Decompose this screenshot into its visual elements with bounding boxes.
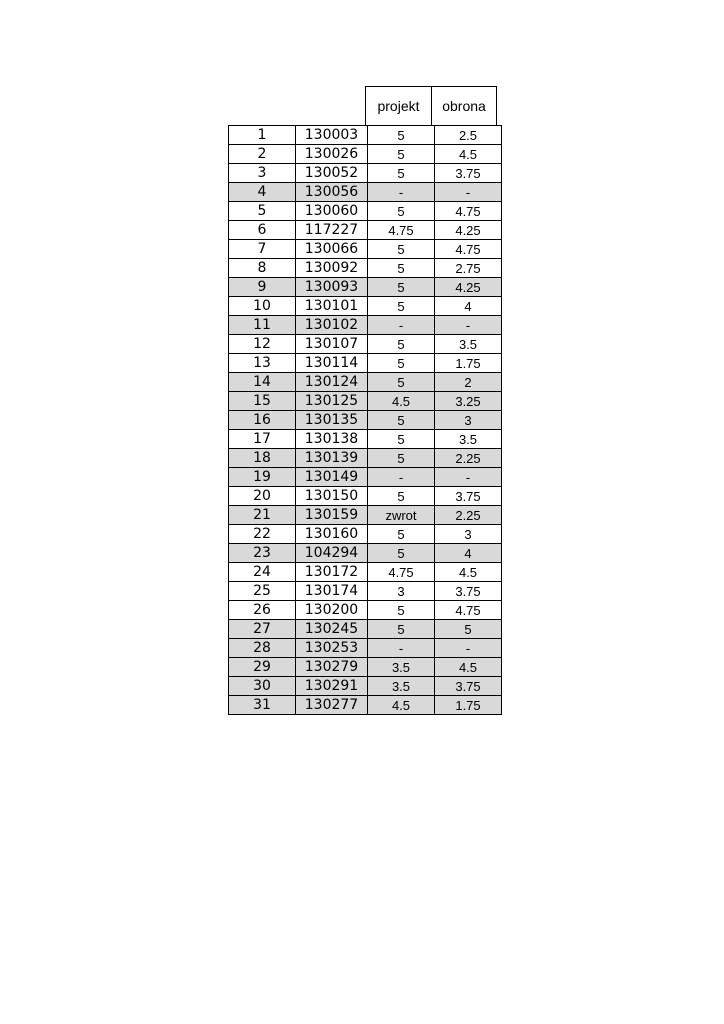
obrona-cell: 4.5 [435, 145, 502, 164]
obrona-cell: 4.75 [435, 202, 502, 221]
student-id-cell: 130245 [296, 620, 368, 639]
table-header [365, 86, 497, 125]
obrona-cell: 3.5 [435, 335, 502, 354]
student-id-cell: 117227 [296, 221, 368, 240]
projekt-cell: 5 [368, 164, 435, 183]
student-id-cell: 130138 [296, 430, 368, 449]
row-number-cell: 29 [229, 658, 296, 677]
student-id-cell: 130174 [296, 582, 368, 601]
table-row [229, 563, 502, 582]
row-number-cell: 3 [229, 164, 296, 183]
obrona-cell: 3 [435, 525, 502, 544]
projekt-cell: 4.5 [368, 392, 435, 411]
table-row [229, 677, 502, 696]
obrona-cell: 4.5 [435, 563, 502, 582]
projekt-cell: zwrot [368, 506, 435, 525]
student-id-cell: 130056 [296, 183, 368, 202]
row-number-cell: 13 [229, 354, 296, 373]
table-row [229, 487, 502, 506]
grades-table [228, 125, 502, 715]
row-number-cell: 6 [229, 221, 296, 240]
obrona-cell: 4 [435, 544, 502, 563]
table-row [229, 221, 502, 240]
student-id-cell: 130291 [296, 677, 368, 696]
table-row [229, 240, 502, 259]
row-number-cell: 8 [229, 259, 296, 278]
row-number-cell: 18 [229, 449, 296, 468]
student-id-cell: 130114 [296, 354, 368, 373]
row-number-cell: 2 [229, 145, 296, 164]
row-number-cell: 23 [229, 544, 296, 563]
table-row [229, 354, 502, 373]
projekt-cell: 3 [368, 582, 435, 601]
student-id-cell: 130124 [296, 373, 368, 392]
table-row [229, 658, 502, 677]
table-row [229, 278, 502, 297]
obrona-cell: 5 [435, 620, 502, 639]
student-id-cell: 130279 [296, 658, 368, 677]
obrona-cell: 3.75 [435, 582, 502, 601]
table-row [229, 620, 502, 639]
row-number-cell: 12 [229, 335, 296, 354]
table-row [229, 164, 502, 183]
student-id-cell: 130200 [296, 601, 368, 620]
table-row [229, 639, 502, 658]
student-id-cell: 130277 [296, 696, 368, 715]
obrona-cell: 4.25 [435, 278, 502, 297]
projekt-cell: 5 [368, 525, 435, 544]
student-id-cell: 130003 [296, 126, 368, 145]
obrona-cell: 1.75 [435, 696, 502, 715]
row-number-cell: 30 [229, 677, 296, 696]
student-id-cell: 130052 [296, 164, 368, 183]
table-row [229, 601, 502, 620]
row-number-cell: 24 [229, 563, 296, 582]
row-number-cell: 27 [229, 620, 296, 639]
obrona-cell: - [435, 639, 502, 658]
projekt-cell: - [368, 468, 435, 487]
row-number-cell: 1 [229, 126, 296, 145]
student-id-cell: 130135 [296, 411, 368, 430]
table-row [229, 316, 502, 335]
projekt-cell: 5 [368, 126, 435, 145]
projekt-cell: 5 [368, 354, 435, 373]
row-number-cell: 7 [229, 240, 296, 259]
table-row [229, 335, 502, 354]
student-id-cell: 130026 [296, 145, 368, 164]
projekt-cell: 5 [368, 544, 435, 563]
table-row [229, 126, 502, 145]
obrona-cell: 4.25 [435, 221, 502, 240]
student-id-cell: 130092 [296, 259, 368, 278]
obrona-cell: 4 [435, 297, 502, 316]
projekt-cell: 4.5 [368, 696, 435, 715]
student-id-cell: 130125 [296, 392, 368, 411]
projekt-cell: 5 [368, 335, 435, 354]
row-number-cell: 26 [229, 601, 296, 620]
projekt-cell: 5 [368, 240, 435, 259]
table-row [229, 430, 502, 449]
obrona-cell: 3 [435, 411, 502, 430]
table-row [229, 297, 502, 316]
projekt-cell: 4.75 [368, 221, 435, 240]
row-number-cell: 31 [229, 696, 296, 715]
grades-table-body [229, 126, 502, 715]
obrona-cell: 4.75 [435, 601, 502, 620]
table-row [229, 202, 502, 221]
projekt-cell: 5 [368, 278, 435, 297]
obrona-cell: - [435, 316, 502, 335]
obrona-cell: 2 [435, 373, 502, 392]
projekt-cell: 5 [368, 411, 435, 430]
projekt-cell: 5 [368, 487, 435, 506]
projekt-cell: 5 [368, 145, 435, 164]
projekt-cell: 5 [368, 620, 435, 639]
obrona-cell: 3.75 [435, 487, 502, 506]
student-id-cell: 130149 [296, 468, 368, 487]
obrona-cell: 3.75 [435, 677, 502, 696]
obrona-cell: 3.75 [435, 164, 502, 183]
student-id-cell: 130066 [296, 240, 368, 259]
obrona-cell: 4.5 [435, 658, 502, 677]
row-number-cell: 19 [229, 468, 296, 487]
table-row [229, 392, 502, 411]
table-row [229, 468, 502, 487]
obrona-cell: - [435, 468, 502, 487]
obrona-cell: 2.25 [435, 506, 502, 525]
header-obrona: obrona [431, 86, 497, 125]
table-row [229, 582, 502, 601]
row-number-cell: 15 [229, 392, 296, 411]
table-row [229, 373, 502, 392]
projekt-cell: 3.5 [368, 658, 435, 677]
projekt-cell: 3.5 [368, 677, 435, 696]
projekt-cell: 5 [368, 202, 435, 221]
row-number-cell: 20 [229, 487, 296, 506]
obrona-cell: 4.75 [435, 240, 502, 259]
row-number-cell: 28 [229, 639, 296, 658]
table-row [229, 411, 502, 430]
obrona-cell: 3.25 [435, 392, 502, 411]
student-id-cell: 130102 [296, 316, 368, 335]
student-id-cell: 130160 [296, 525, 368, 544]
obrona-cell: 2.25 [435, 449, 502, 468]
student-id-cell: 130172 [296, 563, 368, 582]
row-number-cell: 5 [229, 202, 296, 221]
row-number-cell: 4 [229, 183, 296, 202]
student-id-cell: 130107 [296, 335, 368, 354]
projekt-cell: 5 [368, 430, 435, 449]
table-row [229, 259, 502, 278]
obrona-cell: 2.75 [435, 259, 502, 278]
student-id-cell: 130150 [296, 487, 368, 506]
row-number-cell: 22 [229, 525, 296, 544]
projekt-cell: 5 [368, 449, 435, 468]
projekt-cell: 5 [368, 373, 435, 392]
student-id-cell: 130139 [296, 449, 368, 468]
table-row [229, 696, 502, 715]
row-number-cell: 14 [229, 373, 296, 392]
table-row [229, 145, 502, 164]
row-number-cell: 25 [229, 582, 296, 601]
table-row [229, 183, 502, 202]
projekt-cell: - [368, 316, 435, 335]
row-number-cell: 21 [229, 506, 296, 525]
obrona-cell: - [435, 183, 502, 202]
projekt-cell: - [368, 183, 435, 202]
table-row [229, 525, 502, 544]
projekt-cell: 5 [368, 601, 435, 620]
student-id-cell: 130093 [296, 278, 368, 297]
student-id-cell: 130253 [296, 639, 368, 658]
student-id-cell: 104294 [296, 544, 368, 563]
projekt-cell: - [368, 639, 435, 658]
row-number-cell: 11 [229, 316, 296, 335]
student-id-cell: 130060 [296, 202, 368, 221]
table-row [229, 506, 502, 525]
projekt-cell: 5 [368, 259, 435, 278]
row-number-cell: 9 [229, 278, 296, 297]
projekt-cell: 4.75 [368, 563, 435, 582]
obrona-cell: 2.5 [435, 126, 502, 145]
obrona-cell: 1.75 [435, 354, 502, 373]
obrona-cell: 3.5 [435, 430, 502, 449]
row-number-cell: 16 [229, 411, 296, 430]
student-id-cell: 130159 [296, 506, 368, 525]
row-number-cell: 17 [229, 430, 296, 449]
table-row [229, 544, 502, 563]
student-id-cell: 130101 [296, 297, 368, 316]
table-row [229, 449, 502, 468]
projekt-cell: 5 [368, 297, 435, 316]
row-number-cell: 10 [229, 297, 296, 316]
header-projekt: projekt [365, 86, 431, 125]
